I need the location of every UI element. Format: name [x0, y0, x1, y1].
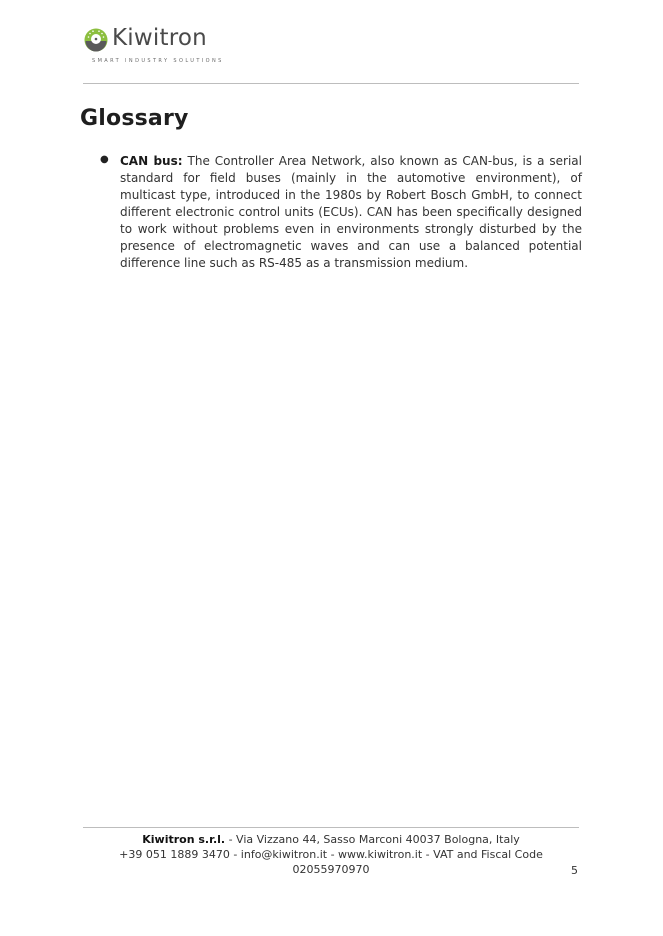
glossary-definition: The Controller Area Network, also known as CAN-bus, is a serial standard for field buses (mainly in the automotive environment), of multicast type, introduced in the 1980s by Robert Bosch GmbH, to connect different electronic control units (ECUs). CAN has been specifically designed to work without problems even in environments strongly disturbed by the presence of electromagnetic waves and can use a balanced potential difference line such as RS-485 as a transmission medium.	[120, 154, 582, 270]
logo-wordmark: Kiwitron	[112, 25, 207, 51]
footer-address-line	[83, 832, 579, 847]
bullet-icon: ●	[100, 154, 109, 165]
page-title: Glossary	[80, 106, 189, 131]
logo-tagline: SMART INDUSTRY SOLUTIONS	[92, 58, 224, 64]
kiwi-logo-icon	[84, 28, 108, 52]
company-logo	[84, 25, 224, 68]
page-footer	[83, 832, 579, 877]
footer-company: Kiwitron s.r.l.	[142, 833, 226, 846]
footer-divider	[83, 827, 579, 828]
glossary-term: CAN bus:	[120, 154, 183, 168]
glossary-entry	[120, 153, 582, 272]
footer-contact: +39 051 1889 3470 - info@kiwitron.it - www.kiwitron.it - VAT and Fiscal Code 02055970970	[119, 848, 543, 876]
header-divider	[83, 83, 579, 84]
footer-address: - Via Vizzano 44, Sasso Marconi 40037 Bologna, Italy	[225, 833, 520, 846]
page-number: 5	[571, 864, 578, 877]
glossary-item	[100, 153, 582, 272]
glossary-list	[100, 153, 582, 272]
